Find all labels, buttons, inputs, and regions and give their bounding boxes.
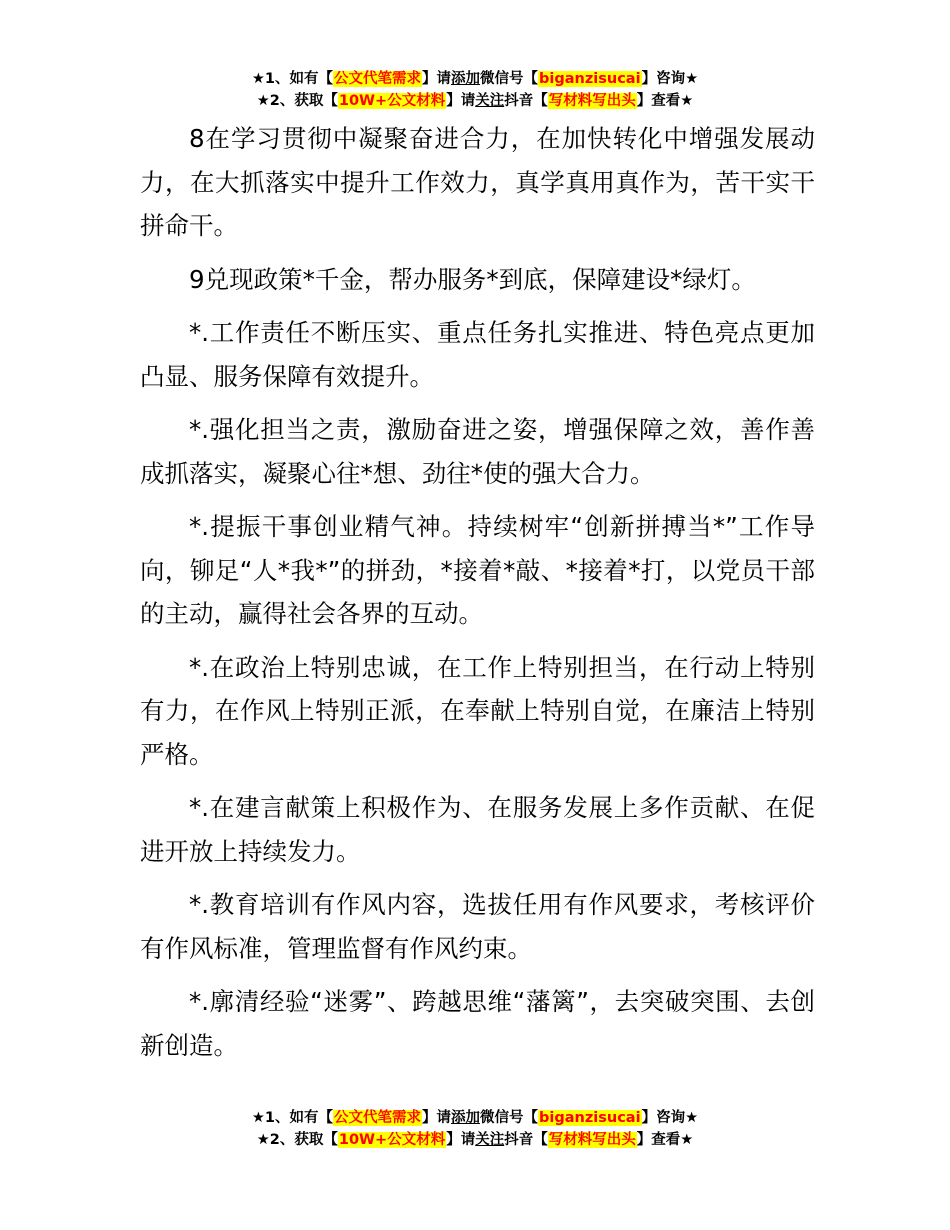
banner-text: 】查看★ <box>636 93 694 109</box>
banner-text: 】请 <box>446 93 476 109</box>
paragraph: *.提振干事创业精气神。持续树牢“创新拼搏当*”工作导向，铆足“人*我*”的拼劲，*接着*敲、*接着*打，以党员干部的主动，赢得社会各界的互动。 <box>140 512 815 628</box>
paragraph: *.在建言献策上积极作为、在服务发展上多作贡献、在促进开放上持续发力。 <box>140 793 815 866</box>
banner-line-2 <box>0 90 950 112</box>
highlight-ghostwriting: 公文代笔需求 <box>334 71 422 87</box>
highlight-ghostwriting: 公文代笔需求 <box>334 1110 422 1126</box>
highlight-materials: 10W+公文材料 <box>338 1132 446 1148</box>
paragraph: *.强化担当之责，激励奋进之姿，增强保障之效，善作善成抓落实，凝聚心往*想、劲往*使的强大合力。 <box>140 415 815 488</box>
paragraph: *.在政治上特别忠诚，在工作上特别担当，在行动上特别有力，在作风上特别正派，在奉献上特别自觉，在廉洁上特别严格。 <box>140 652 815 769</box>
banner-text: ★2、获取【 <box>256 93 338 109</box>
banner-text: 】请 <box>446 1132 476 1148</box>
paragraph: *.教育培训有作风内容，选拔任用有作风要求，考核评价有作风标准，管理监督有作风约束。 <box>140 890 815 963</box>
paragraph: 8在学习贯彻中凝聚奋进合力，在加快转化中增强发展动力，在大抓落实中提升工作效力，真学真用真作为，苦干实干拼命干。 <box>140 124 815 240</box>
banner-text: ★2、获取【 <box>256 1132 338 1148</box>
highlight-douyin-account: 写材料写出头 <box>548 1132 636 1148</box>
underlined-follow: 关注 <box>475 1132 505 1148</box>
highlight-materials: 10W+公文材料 <box>338 93 446 109</box>
banner-text: 】咨询★ <box>641 1110 699 1126</box>
underlined-add: 添加 <box>451 71 481 87</box>
banner-line-1 <box>0 1107 950 1129</box>
banner-text: 】查看★ <box>636 1132 694 1148</box>
paragraph: *.廓清经验“迷雾”、跨越思维“藩篱”，去突破突围、去创新创造。 <box>140 987 815 1060</box>
header-banner <box>0 68 950 112</box>
paragraph: *.工作责任不断压实、重点任务扎实推进、特色亮点更加凸显、服务保障有效提升。 <box>140 318 815 391</box>
underlined-follow: 关注 <box>475 93 505 109</box>
banner-text: 】请 <box>422 71 452 87</box>
banner-text: 抖音【 <box>504 93 548 109</box>
banner-text: 微信号【 <box>480 1110 539 1126</box>
footer-banner <box>0 1107 950 1151</box>
banner-line-2 <box>0 1129 950 1151</box>
banner-line-1 <box>0 68 950 90</box>
highlight-wechat-id: biganzisucai <box>539 71 641 87</box>
highlight-wechat-id: biganzisucai <box>539 1110 641 1126</box>
underlined-add: 添加 <box>451 1110 481 1126</box>
banner-text: 微信号【 <box>480 71 539 87</box>
document-body <box>140 117 815 1077</box>
paragraph: 9兑现政策*千金，帮办服务*到底，保障建设*绿灯。 <box>189 264 756 294</box>
banner-text: 抖音【 <box>504 1132 548 1148</box>
highlight-douyin-account: 写材料写出头 <box>548 93 636 109</box>
banner-text: 】咨询★ <box>641 71 699 87</box>
banner-text: 】请 <box>422 1110 452 1126</box>
banner-text: ★1、如有【 <box>251 71 334 87</box>
banner-text: ★1、如有【 <box>251 1110 334 1126</box>
